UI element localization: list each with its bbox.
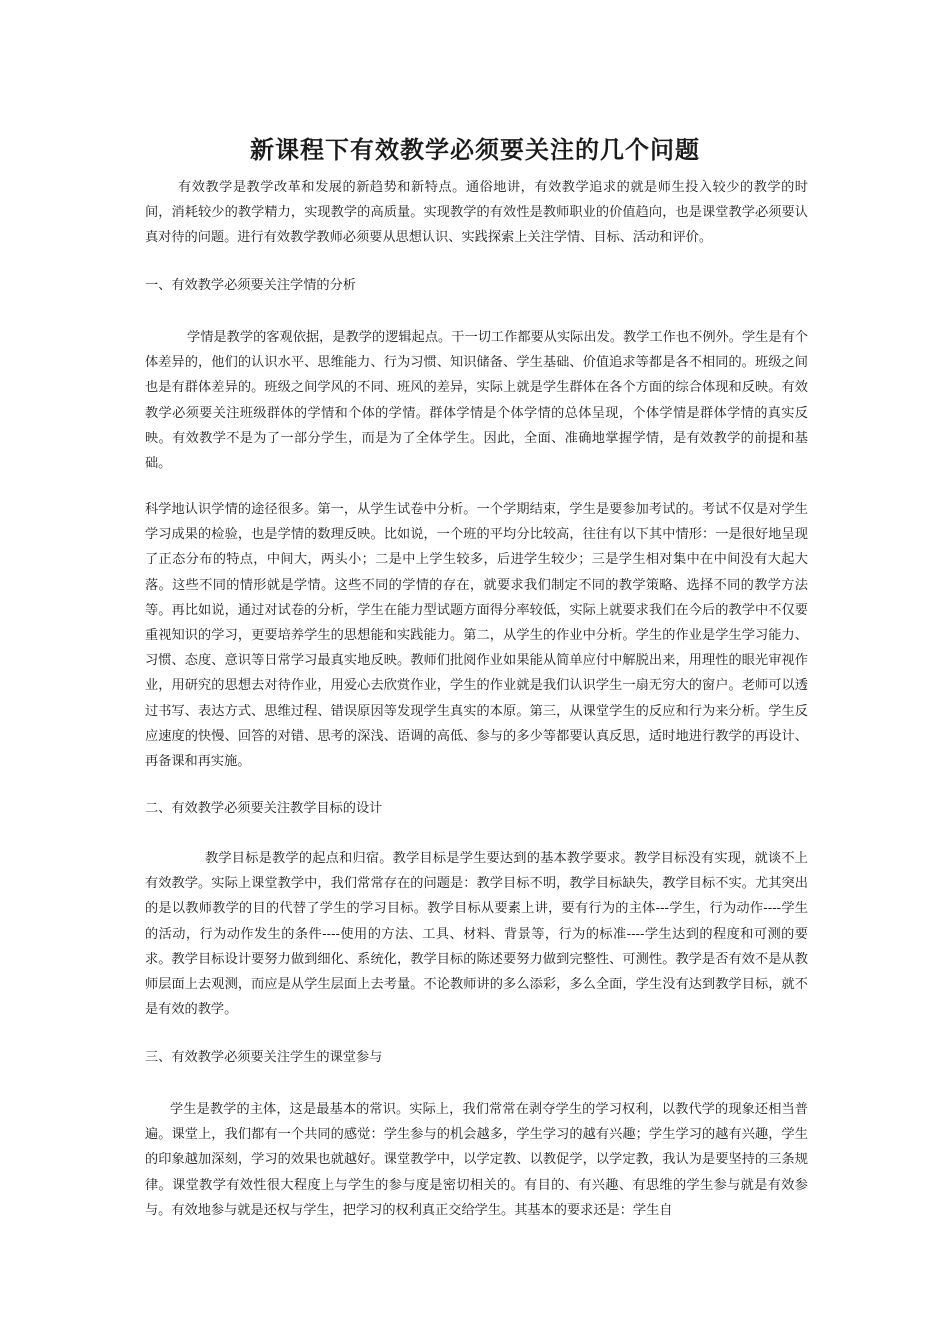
section-1-paragraph-2: 科学地认识学情的途径很多。第一，从学生试卷中分析。一个学期结束，学生是要参加考试的。考试不仅是对学生学习成果的检验，也是学情的数理反映。比如说，一个班的平均分比较高，往往有以下其中情形：一是很好地呈现了正态分布的特点，中间大，两头小；二是中上学生较多，后进学生较少；三是学生相对集中在中间没有大起大落。这些不同的情形就是学情。这些不同的学情的存在，就要求我们制定不同的教学策略、选择不同的教学方法等。再比如说，通过对试卷的分析，学生在能力型试题方面得分率较低，实际上就要求我们在今后的教学中不仅要重视知识的学习，更要培养学生的思想能和实践能力。第二，从学生的作业中分析。学生的作业是学生学习能力、习惯、态度、意识等日常学习最真实地反映。教师们批阅作业如果能从简单应付中解脱出来，用理性的眼光审视作业，用研究的思想去对待作业，用爱心去欣赏作业，学生的作业就是我们认识学生一扇无穷大的窗户。老师可以透过书写、表达方式、思维过程、错误原因等发现学生真实的本原。第三，从课堂学生的反应和行为来分析。学生反应速度的快慢、回答的对错、思考的深浅、语调的高低、参与的多少等都要认真反思，适时地进行教学的再设计、再备课和再实施。 <box>145 502 808 770</box>
intro-paragraph: 有效教学是教学改革和发展的新趋势和新特点。通俗地讲，有效教学追求的就是师生投入较少的教学的时间，消耗较少的教学精力，实现教学的高质量。实现教学的有效性是教师职业的价值趋向，也是课堂教学必须要认真对待的问题。进行有效教学教师必须要从思想认识、实践探索上关注学情、目标、活动和评价。 <box>145 180 808 246</box>
document-title: 新课程下有效教学必须要关注的几个问题 <box>250 135 700 164</box>
section-2-heading: 二、有效教学必须要关注教学目标的设计 <box>145 801 383 816</box>
section-2-paragraph-1: 教学目标是教学的起点和归宿。教学目标是学生要达到的基本教学要求。教学目标没有实现，就谈不上有效教学。实际上课堂教学中，我们常常存在的问题是：教学目标不明，教学目标缺失，教学目标不实。尤其突出的是以教师教学的目的代替了学生的学习目标。教学目标从要素上讲，要有行为的主体---学生，行为动作----学生的活动，行为动作发生的条件----使用的方法、工具、材料、背景等，行为的标准----学生达到的程度和可测的要求。教学目标设计要努力做到细化、系统化，教学目标的陈述要努力做到完整性、可测性。教学是否有效不是从教师层面上去观测，而应是从学生层面上去考量。不论教师讲的多么添彩，多么全面，学生没有达到教学目标，就不是有效的教学。 <box>145 851 808 1018</box>
section-3-paragraph-1: 学生是教学的主体，这是最基本的常识。实际上，我们常常在剥夺学生的学习权利，以教代学的现象还相当普遍。课堂上，我们都有一个共同的感觉：学生参与的机会越多，学生学习的越有兴趣；学生学习的越有兴趣，学生的印象越加深刻，学习的效果也就越好。课堂教学中，以学定教、以教促学，以学定教，我认为是要坚持的三条规律。课堂教学有效性很大程度上与学生的参与度是密切相关的。有目的、有兴趣、有思维的学生参与就是有效参与。有效地参与就是还权与学生，把学习的权利真正交给学生。其基本的要求还是：学生自 <box>145 1102 808 1218</box>
section-1-heading: 一、有效教学必须要关注学情的分析 <box>145 278 356 293</box>
section-1-paragraph-1: 学情是教学的客观依据，是教学的逻辑起点。干一切工作都要从实际出发。教学工作也不例外。学生是有个体差异的，他们的认识水平、思维能力、行为习惯、知识储备、学生基础、价值追求等都是各不相同的。班级之间也是有群体差异的。班级之间学风的不同、班风的差异，实际上就是学生群体在各个方面的综合体现和反映。有效教学必须要关注班级群体的学情和个体的学情。群体学情是个体学情的总体呈现，个体学情是群体学情的真实反映。有效教学不是为了一部分学生，而是为了全体学生。因此，全面、准确地掌握学情，是有效教学的前提和基础。 <box>145 330 808 472</box>
section-3-heading: 三、有效教学必须要关注学生的课堂参与 <box>145 1050 383 1065</box>
